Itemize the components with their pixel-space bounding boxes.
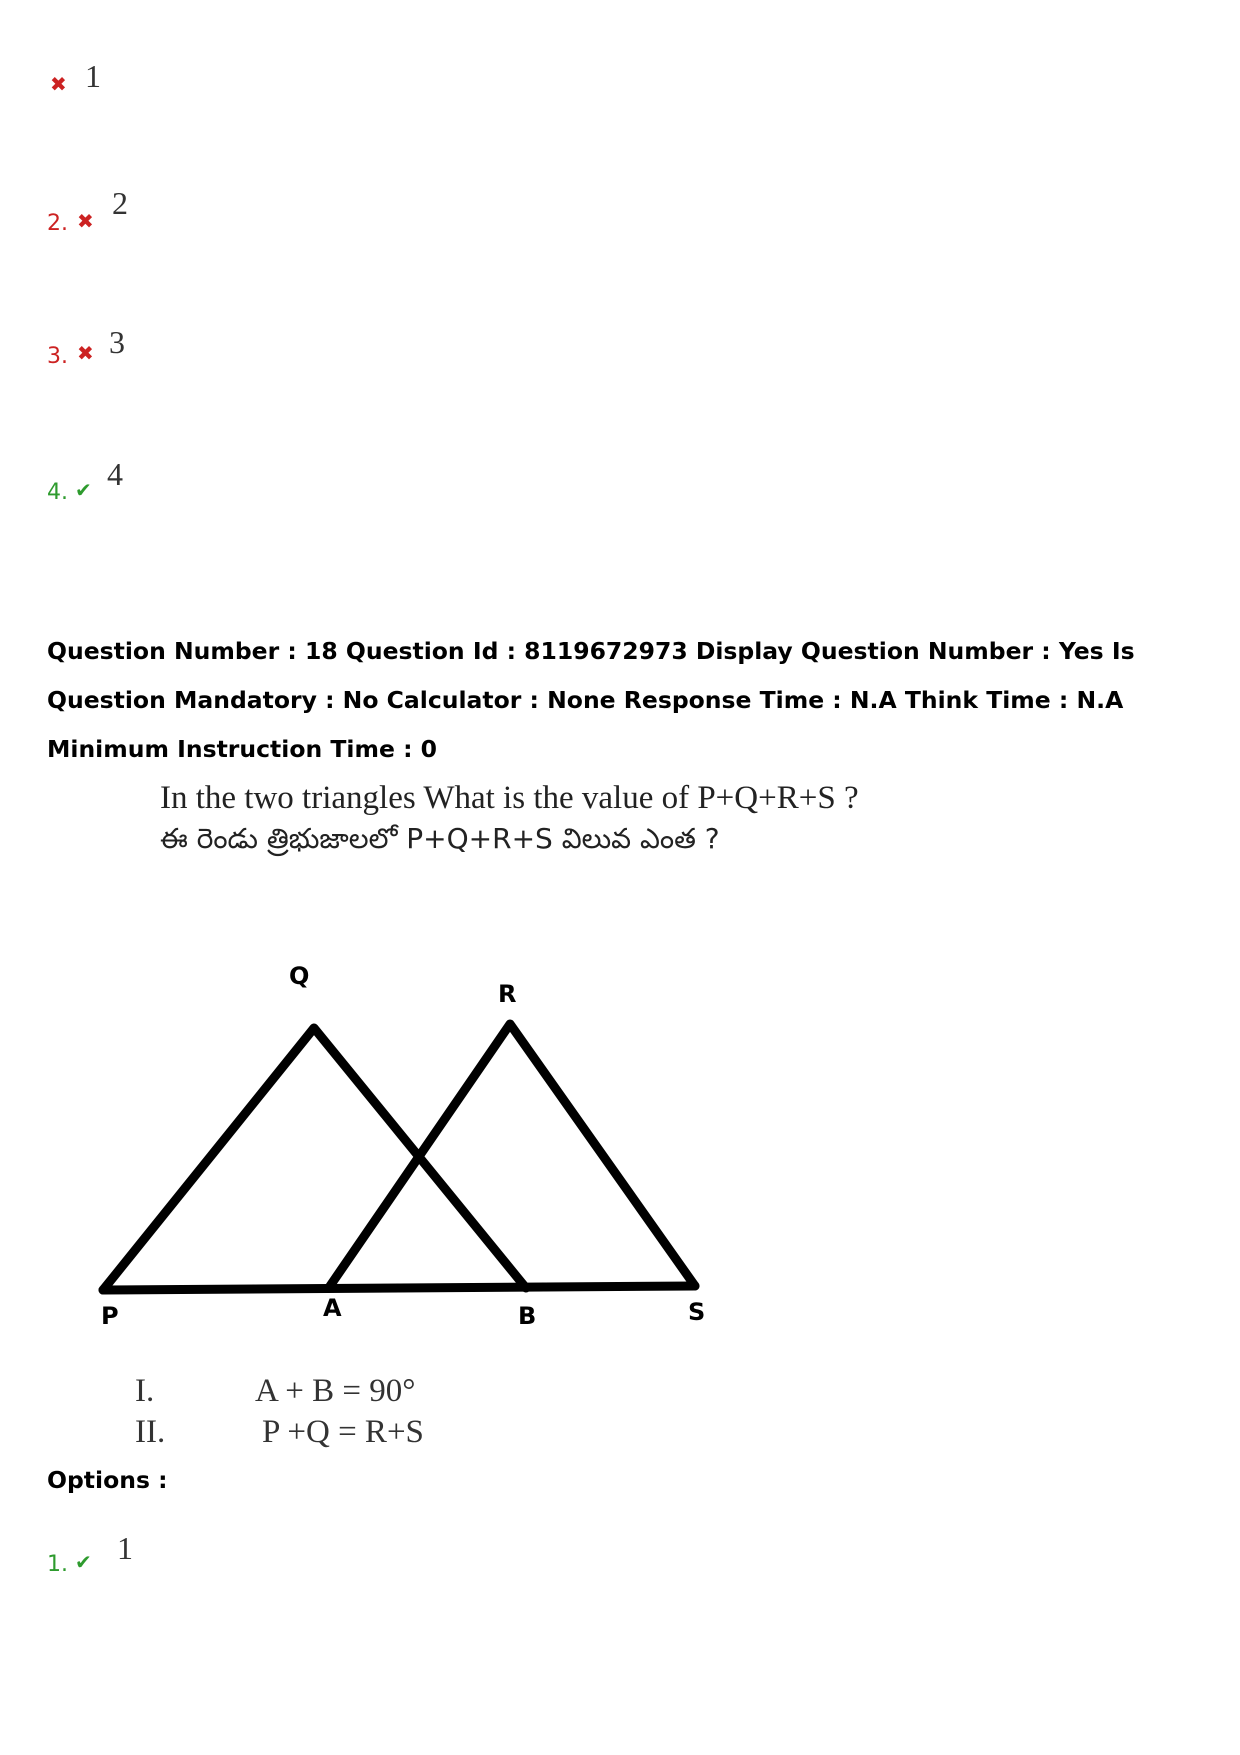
cross-icon: ✖ — [77, 209, 94, 233]
option-value: 1 — [117, 1530, 133, 1566]
check-icon: ✔ — [75, 1550, 92, 1574]
label-b: B — [518, 1302, 537, 1330]
label-r: R — [498, 980, 517, 1008]
question-meta: Question Number : 18 Question Id : 8119672973 Display Question Number : Yes Is Question Mandatory : No Calculator : None Response Time : N.A Think Time : N.A Minimum Instruction Time : 0 — [47, 637, 1135, 763]
question-text-telugu: ఈ రెండు త్రిభుజాలలో P+Q+R+S విలువ ఎంత ? — [160, 822, 720, 855]
statement-numeral: I. — [135, 1373, 155, 1409]
option-number: 3. — [47, 344, 68, 369]
option-number: 2. — [47, 211, 68, 236]
triangle-ars — [330, 1024, 695, 1286]
option-value: 3 — [109, 324, 125, 360]
option-value: 2 — [112, 185, 128, 221]
statement-text: A + B = 90° — [255, 1373, 416, 1409]
check-icon: ✔ — [75, 478, 92, 502]
label-p: P — [101, 1302, 119, 1330]
option-number: 4. — [47, 480, 68, 505]
triangles-diagram — [0, 940, 760, 1340]
triangle-pqb — [103, 1028, 526, 1290]
option-value: 1 — [85, 58, 101, 94]
label-s: S — [688, 1298, 706, 1326]
cross-icon: ✖ — [77, 341, 94, 365]
base-line — [103, 1286, 695, 1290]
statement-text: P +Q = R+S — [262, 1414, 424, 1450]
label-a: A — [323, 1294, 342, 1322]
label-q: Q — [289, 962, 310, 990]
cross-icon: ✖ — [50, 72, 67, 96]
option-number: 1. — [47, 1552, 68, 1577]
question-text-english: In the two triangles What is the value of P+Q+R+S ? — [160, 780, 859, 816]
statement-numeral: II. — [135, 1414, 166, 1450]
option-value: 4 — [107, 456, 123, 492]
options-label: Options : — [47, 1466, 168, 1494]
